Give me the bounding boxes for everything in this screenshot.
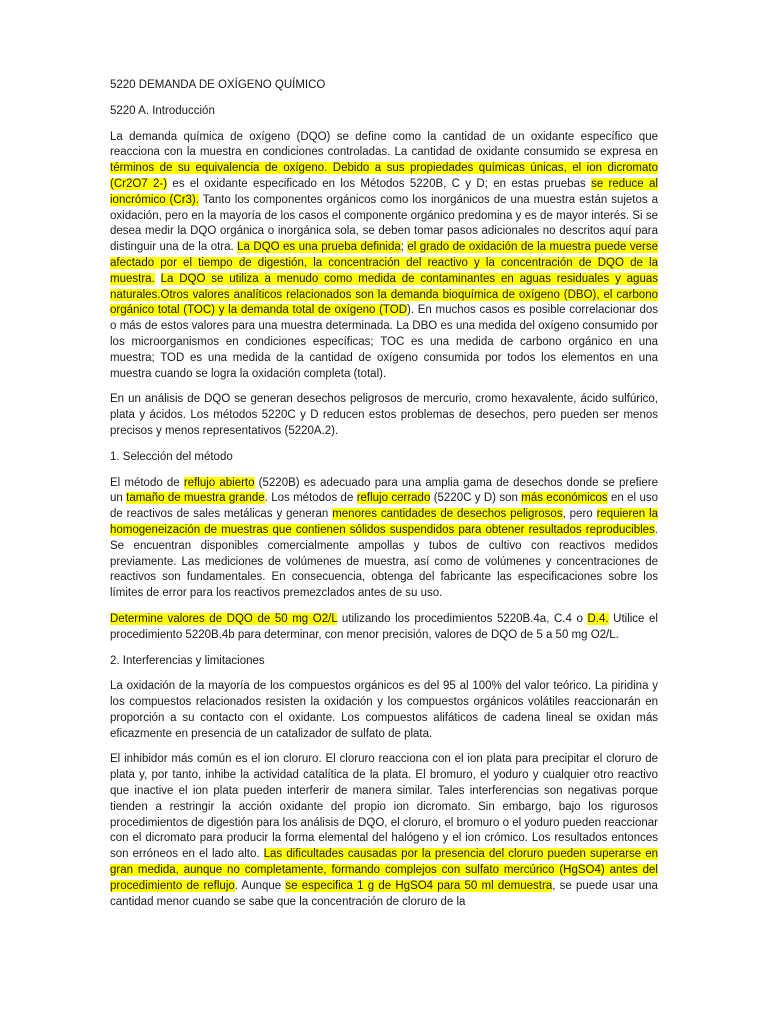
- section-a-heading: 5220 A. Introducción: [110, 104, 215, 117]
- paragraph: [110, 752, 658, 910]
- highlighted-text: reflujo abierto: [183, 476, 255, 489]
- paragraph-text: La oxidación de la mayoría de los compuestos orgánicos es del 95 al 100% del valor teórico. La piridina y los compuestos relacionados resisten la oxidación y los compuestos orgánicos volátiles reaccionarán en proporción a su contacto con el oxidante. Los compuestos alifáticos de cadena lineal se oxidan más eficazmente en presencia de un catalizador de sulfato de plata.: [110, 680, 658, 740]
- paragraph: [110, 612, 658, 644]
- paragraph-text: ). En muchos casos es posible correlacionar dos o más de estos valores para una muestra determinada. La DBO es una medida del oxígeno consumido por los microorganismos en condiciones específicas; TOC es una medida de carbono orgánico en una muestra; TOD es una medida de la cantidad de oxígeno consumida por todos los elementos en una muestra cuando se logra la oxidación completa (total).: [110, 304, 658, 380]
- paragraph: [110, 130, 658, 383]
- highlighted-text: el grado de oxidación de la muestra puede verse afectado por el tiempo de digestión, la concentración del reactivo y la concentración de DQO de la muestra.: [110, 241, 659, 285]
- paragraph-text: . Se encuentran disponibles comercialmente ampollas y tubos de cultivo con reactivos medidos previamente. Las mediciones de volúmenes de muestra, así como de volúmenes y concentraciones de reactivos son fundamentales. En consecuencia, obtenga del fabricante las especificaciones sobre los límites de error para los reactivos premezclados antes de su uso.: [110, 523, 658, 600]
- paragraph-text: Utilice el procedimiento 5220B.4b para determinar, con menor precisión, valores de DQO de 5 a 50 mg O2/L.: [110, 612, 658, 641]
- paragraph-text: . Los métodos de: [264, 492, 357, 505]
- paragraph-text: , se puede usar una cantidad menor cuando se sabe que la concentración de cloruro de la: [110, 879, 658, 908]
- paragraph-text: El método de: [110, 476, 184, 489]
- highlighted-text: D.4.: [587, 612, 609, 625]
- document-page: [110, 78, 658, 920]
- section-1-heading: 1. Selección del método: [110, 450, 233, 463]
- paragraph-text: En un análisis de DQO se generan desechos peligrosos de mercurio, cromo hexavalente, ácido sulfúrico, plata y ácidos. Los métodos 5220C y D reducen estos problemas de desechos, pero pueden ser menos precisos y menos representativos (5220A.2).: [110, 393, 658, 437]
- paragraph-text: utilizando los procedimientos 5220B.4a, C.4 o: [337, 612, 588, 625]
- paragraph-text: (5220C y D) son: [430, 492, 522, 505]
- highlighted-text: más económicos: [521, 492, 608, 505]
- paragraph-text: (5220B) es adecuado para una amplia gama de desechos donde se prefiere un: [110, 476, 658, 505]
- highlighted-text: Las dificultades causadas por la presencia del cloruro pueden superarse en gran medida, aunque no completamente, formando complejos con sulfato mercúrico (HgSO4) antes del procedimiento de reflujo: [110, 848, 658, 892]
- paragraph-text: La demanda química de oxígeno (DQO) se define como la cantidad de un oxidante específico que reacciona con la muestra en condiciones controladas. La cantidad de oxidante consumido se expresa en: [110, 130, 658, 159]
- method-paragraphs: [110, 476, 658, 644]
- paragraph-text: . Aunque: [234, 879, 286, 892]
- highlighted-text: Determine valores de DQO de 50 mg O2/L: [110, 612, 338, 625]
- highlighted-text: menores cantidades de desechos peligrosos: [332, 508, 563, 521]
- section-2-heading: 2. Interferencias y limitaciones: [110, 654, 265, 667]
- paragraph-text: Tanto los componentes orgánicos como los inorgánicos de una muestra están sujetos a oxidación, pero en la mayoría de los casos el componente orgánico predomina y es de mayor interés. Si se desea medir la DQO orgánica o inorgánica sola, se deben tomar pasos adicionales no descritos aquí para distinguir una de la otra.: [110, 193, 658, 254]
- highlighted-text: requieren la homogeneización de muestras que contienen sólidos suspendidos para obtener resultados reproducibles: [110, 508, 659, 536]
- interference-paragraphs: [110, 679, 658, 910]
- paragraph: [110, 476, 658, 602]
- highlighted-text: términos de su equivalencia de oxígeno. Debido a sus propiedades químicas únicas, el ion dicromato (Cr2O7 2-): [110, 162, 658, 190]
- intro-paragraphs: [110, 130, 658, 440]
- highlighted-text: se reduce al ioncrómico (Cr3).: [110, 177, 658, 206]
- paragraph-text: en el uso de reactivos de sales metálicas y generan: [110, 492, 658, 521]
- highlighted-text: reflujo cerrado: [356, 492, 431, 505]
- paragraph: [110, 392, 658, 439]
- highlighted-text: La DQO se utiliza a menudo como medida de contaminantes en aguas residuales y aguas naturales.Otros valores analíticos relacionados son la demanda bioquímica de oxígeno (DBO), el carbono orgánico total (TOC) y la demanda total de oxígeno (TOD: [110, 272, 658, 317]
- paragraph-text: es el oxidante especificado en los Métodos 5220B, C y D; en estas pruebas: [167, 177, 592, 190]
- highlighted-text: se especifica 1 g de HgSO4 para 50 ml demuestra: [285, 879, 553, 892]
- highlighted-text: tamaño de muestra grande: [126, 492, 265, 505]
- document-title: 5220 DEMANDA DE OXÍGENO QUÍMICO: [110, 79, 326, 91]
- paragraph-text: El inhibidor más común es el ion cloruro. El cloruro reacciona con el ion plata para precipitar el cloruro de plata y, por tanto, inhibe la actividad catalítica de la plata. El bromuro, el yoduro y cualquier otro reactivo que inactive el ion plata pueden interferir de manera similar. Tales interferencias son negativas porque tienden a restringir la acción oxidante del propio ion dicromato. Sin embargo, bajo los rigurosos procedimientos de digestión para los análisis de DQO, el cloruro, el bromuro o el yoduro pueden reaccionar con el dicromato para producir la forma elemental del halógeno y el ion crómico. Los resultados entonces son erróneos en el lado alto.: [110, 753, 658, 861]
- paragraph-text: ;: [400, 241, 408, 254]
- paragraph: [110, 679, 658, 742]
- paragraph-text: [155, 273, 161, 285]
- paragraph-text: , pero: [562, 508, 597, 521]
- highlighted-text: La DQO es una prueba definida: [237, 241, 401, 254]
